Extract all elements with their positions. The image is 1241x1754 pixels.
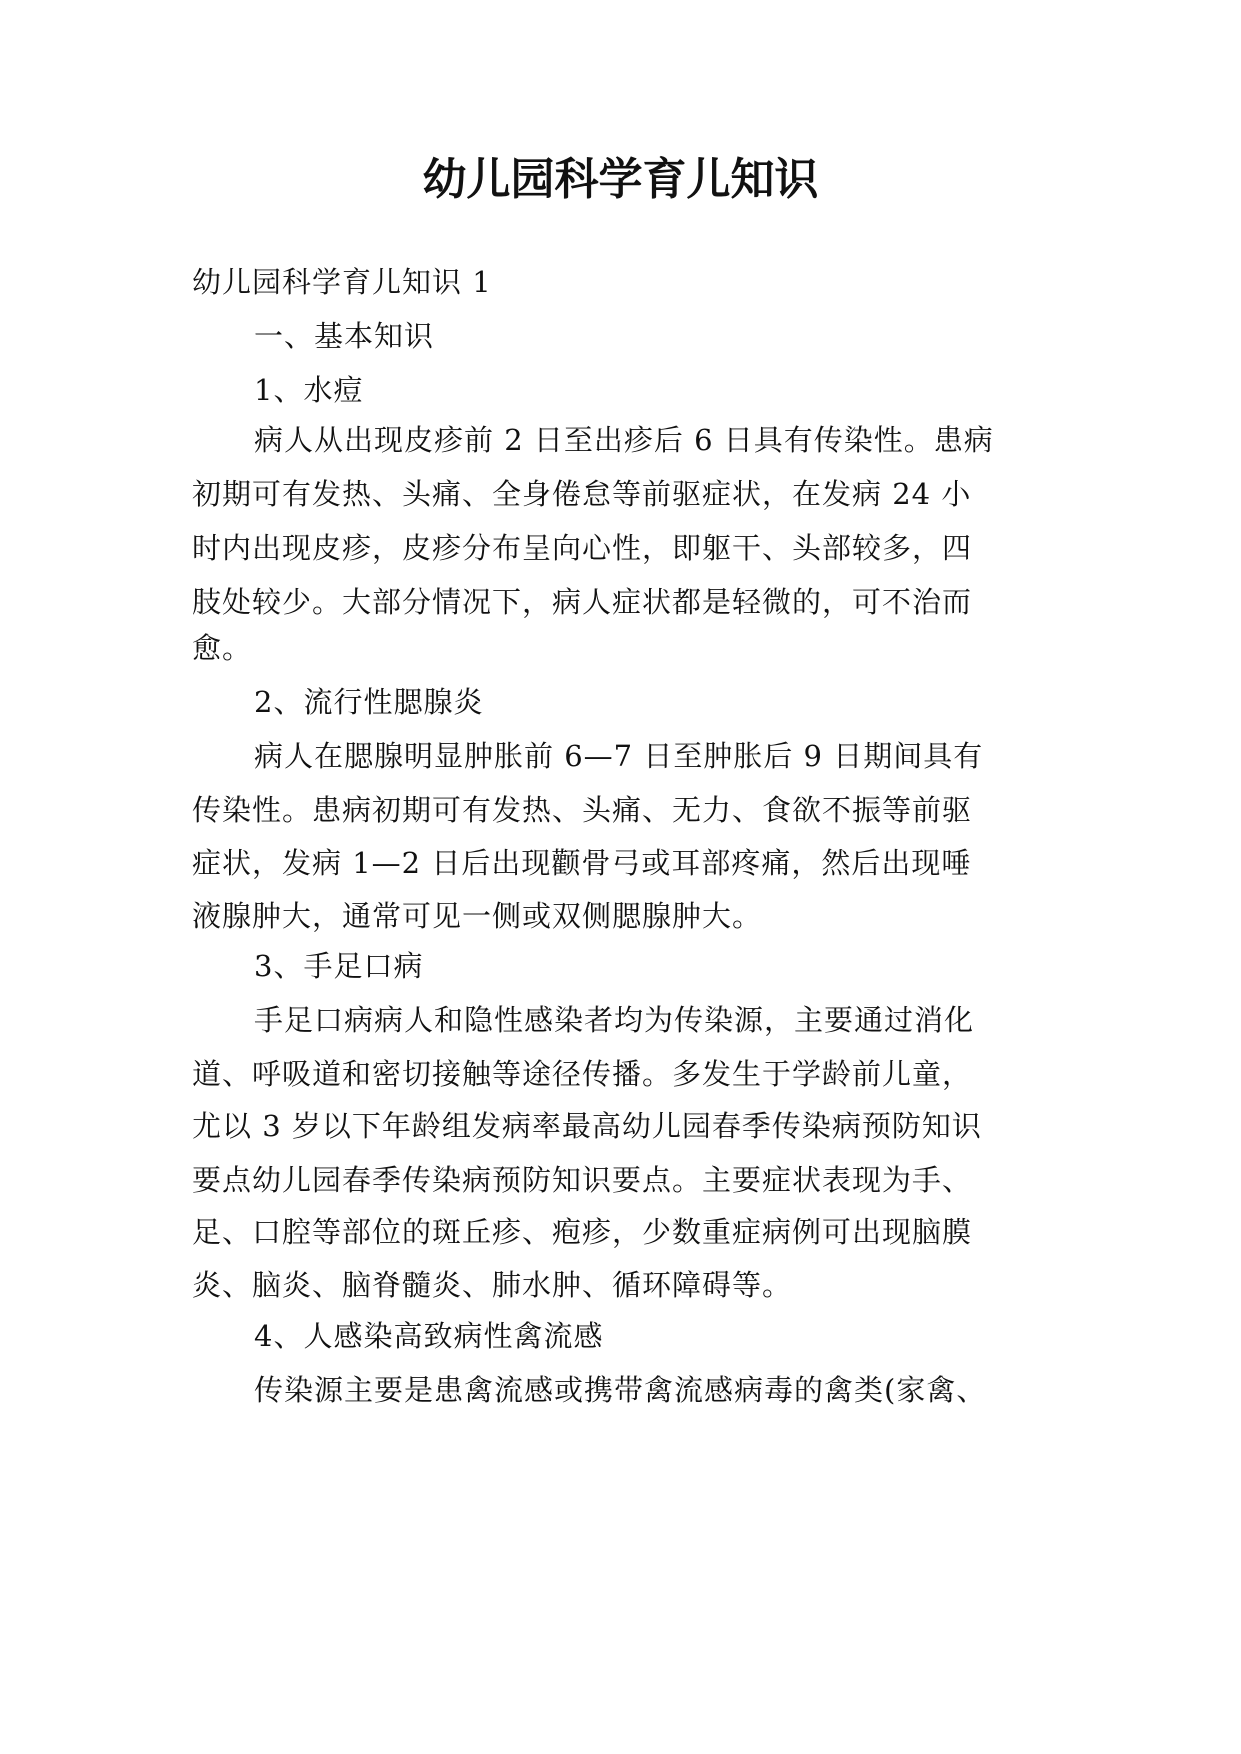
- item-heading-avian-flu: 4、人感染高致病性禽流感: [254, 1319, 604, 1353]
- paragraph-line: 病人从出现皮疹前 2 日至出疹后 6 日具有传染性。患病: [254, 423, 994, 457]
- paragraph-line: 肢处较少。大部分情况下，病人症状都是轻微的，可不治而: [192, 585, 973, 619]
- paragraph-line: 传染性。患病初期可有发热、头痛、无力、食欲不振等前驱: [192, 793, 973, 827]
- paragraph-line: 炎、脑炎、脑脊髓炎、肺水肿、循环障碍等。: [192, 1268, 793, 1302]
- subsection-heading: 一、基本知识: [254, 319, 435, 353]
- paragraph-line: 传染源主要是患禽流感或携带禽流感病毒的禽类(家禽、: [254, 1373, 987, 1407]
- paragraph-line: 要点幼儿园春季传染病预防知识要点。主要症状表现为手、: [192, 1163, 973, 1197]
- paragraph-line: 尤以 3 岁以下年龄组发病率最高幼儿园春季传染病预防知识: [192, 1109, 982, 1143]
- paragraph-line: 症状，发病 1—2 日后出现颧骨弓或耳部疼痛，然后出现唾: [192, 846, 972, 880]
- paragraph-line: 病人在腮腺明显肿胀前 6—7 日至肿胀后 9 日期间具有: [254, 739, 984, 773]
- item-heading-chickenpox: 1、水痘: [254, 373, 364, 407]
- item-heading-hfmd: 3、手足口病: [254, 949, 424, 983]
- document-title: 幼儿园科学育儿知识: [422, 154, 819, 205]
- item-heading-mumps: 2、流行性腮腺炎: [254, 685, 484, 719]
- paragraph-line: 道、呼吸道和密切接触等途径传播。多发生于学龄前儿童，: [192, 1057, 973, 1091]
- paragraph-line: 液腺肿大，通常可见一侧或双侧腮腺肿大。: [192, 899, 763, 933]
- paragraph-line: 初期可有发热、头痛、全身倦怠等前驱症状，在发病 24 小: [192, 477, 972, 511]
- paragraph-line: 时内出现皮疹，皮疹分布呈向心性，即躯干、头部较多，四: [192, 531, 973, 565]
- paragraph-line: 手足口病病人和隐性感染者均为传染源，主要通过消化: [254, 1003, 975, 1037]
- section-heading: 幼儿园科学育儿知识 1: [192, 265, 492, 299]
- paragraph-line: 足、口腔等部位的斑丘疹、疱疹，少数重症病例可出现脑膜: [192, 1215, 973, 1249]
- paragraph-line: 愈。: [192, 631, 253, 665]
